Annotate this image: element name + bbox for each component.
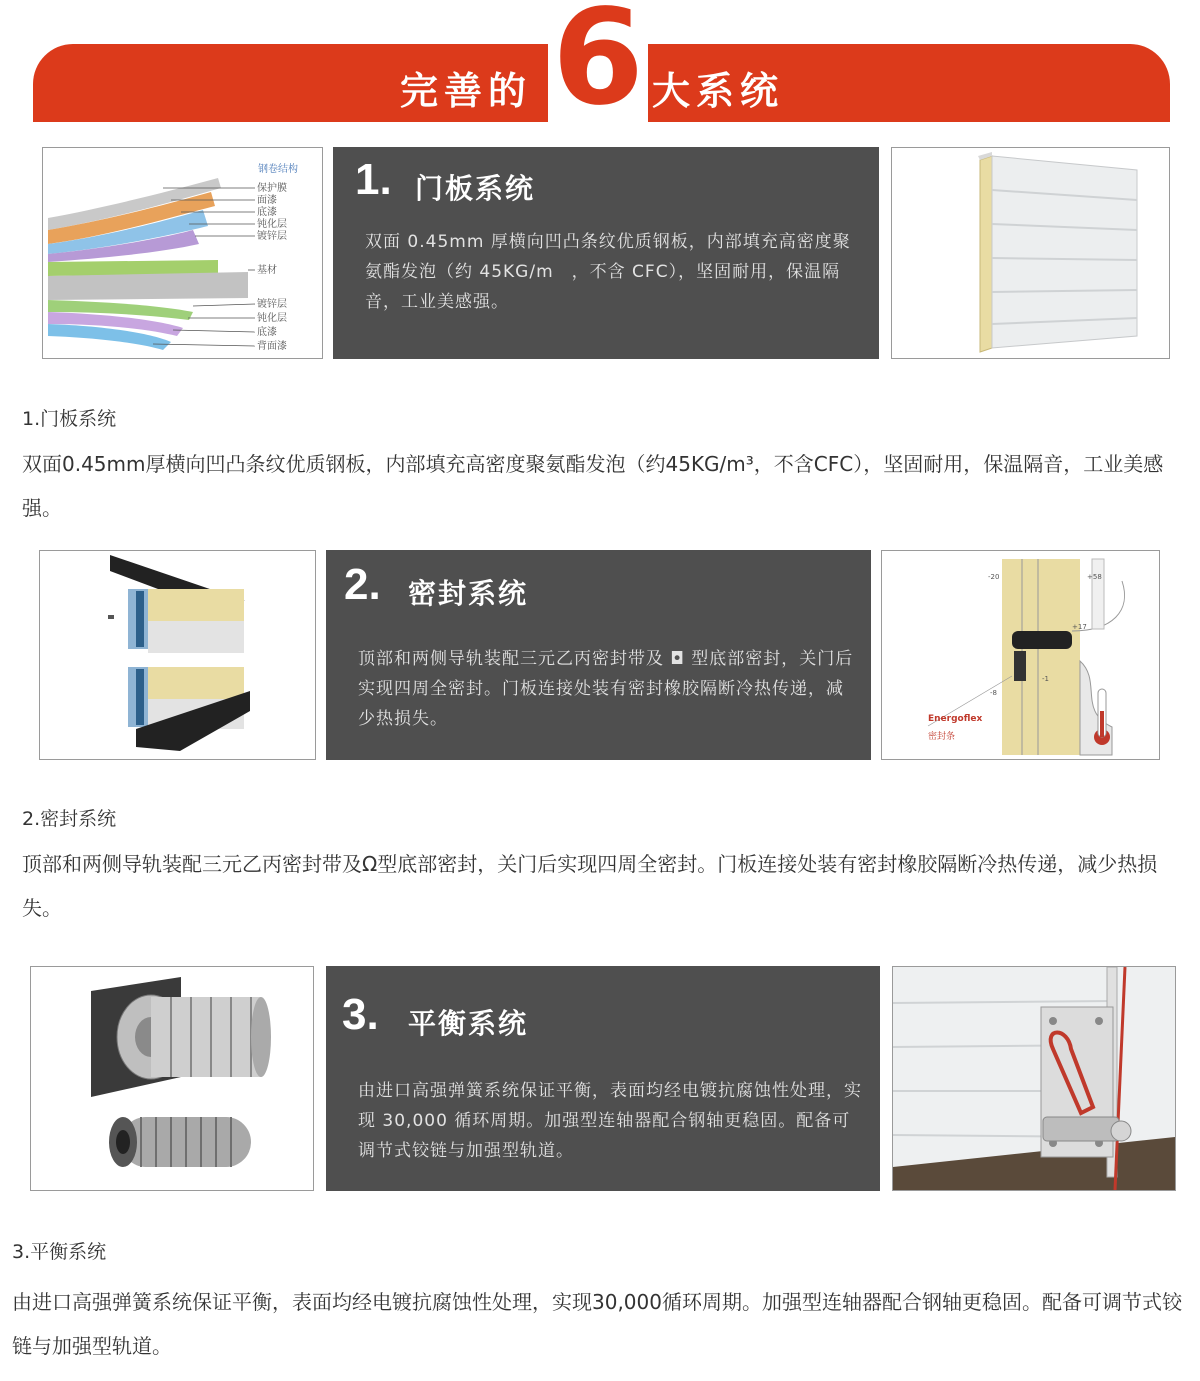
- panel-description: 顶部和两侧导轨装配三元乙丙密封带及 ◘ 型底部密封，关门后实现四周全密封。门板连接处装有密封橡胶隔断冷热传递，减少热损失。: [358, 649, 854, 729]
- spring-drum-illustration: [31, 967, 313, 1190]
- hinge-illustration: [893, 967, 1175, 1190]
- panel-title: 门板系统: [415, 172, 536, 205]
- layer-substrate: [48, 272, 248, 300]
- panel-description: 由进口高强弹簧系统保证平衡，表面均经电镀抗腐蚀性处理，实现 30,000 循环周期。加强型连轴器配合钢轴更稳固。配备可调节式铰链与加强型轨道。: [358, 1081, 862, 1161]
- seal-info-panel: [326, 550, 871, 760]
- brand-label: Energoflex: [928, 714, 983, 724]
- section-body: 由进口高强弹簧系统保证平衡，表面均经电镀抗腐蚀性处理，实现30,000循环周期。加强型连轴器配合钢轴更稳固。配备可调节式铰链与加强型轨道。: [12, 1290, 1182, 1358]
- steel-coil-diagram: [42, 147, 323, 359]
- door-panel-info-panel: [333, 147, 879, 359]
- diagram-title: 钢卷结构: [258, 164, 298, 175]
- banner-big-number: 6: [552, 0, 644, 135]
- layer-label: 背面漆: [257, 341, 287, 352]
- panel-number: 3.: [342, 990, 379, 1039]
- dim-label: -1: [1042, 675, 1049, 683]
- sandwich-panel-illustration: [892, 148, 1169, 358]
- layer-label: 面漆: [257, 195, 277, 206]
- panel-number: 1.: [355, 155, 392, 204]
- panel-title: 密封系统: [408, 577, 529, 610]
- dim-label: +58: [1087, 573, 1102, 581]
- balance-info-panel: [326, 966, 880, 1191]
- section-body: 顶部和两侧导轨装配三元乙丙密封带及Ω型底部密封，关门后实现四周全密封。门板连接处装有密封橡胶隔断冷热传递，减少热损失。: [22, 852, 1158, 920]
- layer-label: 底漆: [257, 327, 277, 338]
- panel-description: 双面 0.45mm 厚横向凹凸条纹优质钢板，内部填充高密度聚氨酯发泡（约 45KG/m ，不含 CFC），坚固耐用，保温隔音，工业美感强。: [365, 232, 851, 312]
- spring-drum-photo: [30, 966, 314, 1191]
- section-body: 双面0.45mm厚横向凹凸条纹优质钢板，内部填充高密度聚氨酯发泡（约45KG/m³，不含CFC），坚固耐用，保温隔音，工业美感强。: [22, 452, 1164, 520]
- dim-label: -8: [990, 689, 997, 697]
- section-heading: 2.密封系统: [22, 808, 117, 830]
- steel-layers-illustration: [43, 148, 322, 358]
- door-panel-photo: [891, 147, 1170, 359]
- dim-label: +17: [1072, 623, 1087, 631]
- banner-title-right: 大系统: [652, 69, 785, 113]
- panel-title: 平衡系统: [408, 1007, 529, 1040]
- panel-number: 2.: [344, 560, 381, 609]
- layer-label: 镀锌层: [257, 299, 287, 310]
- layer-label: 钝化层: [257, 219, 287, 230]
- seal-section-diagram: [881, 550, 1160, 760]
- seal-profile-illustration: [40, 551, 315, 759]
- seal-cross-section-illustration: [882, 551, 1159, 759]
- layer-label: 镀锌层: [257, 231, 287, 242]
- seal-profile-photo: [39, 550, 316, 760]
- section-heading: 3.平衡系统: [12, 1241, 107, 1263]
- layer-label: 保护膜: [257, 183, 287, 194]
- seal-label: 密封条: [928, 732, 956, 742]
- section-heading: 1.门板系统: [22, 408, 117, 430]
- banner-title-left: 完善的: [400, 69, 533, 113]
- layer-label-core: 基材: [257, 265, 277, 276]
- hinge-photo: [892, 966, 1176, 1191]
- layer-label: 底漆: [257, 207, 277, 218]
- dim-label: -20: [988, 573, 1000, 581]
- layer-label: 钝化层: [257, 313, 287, 324]
